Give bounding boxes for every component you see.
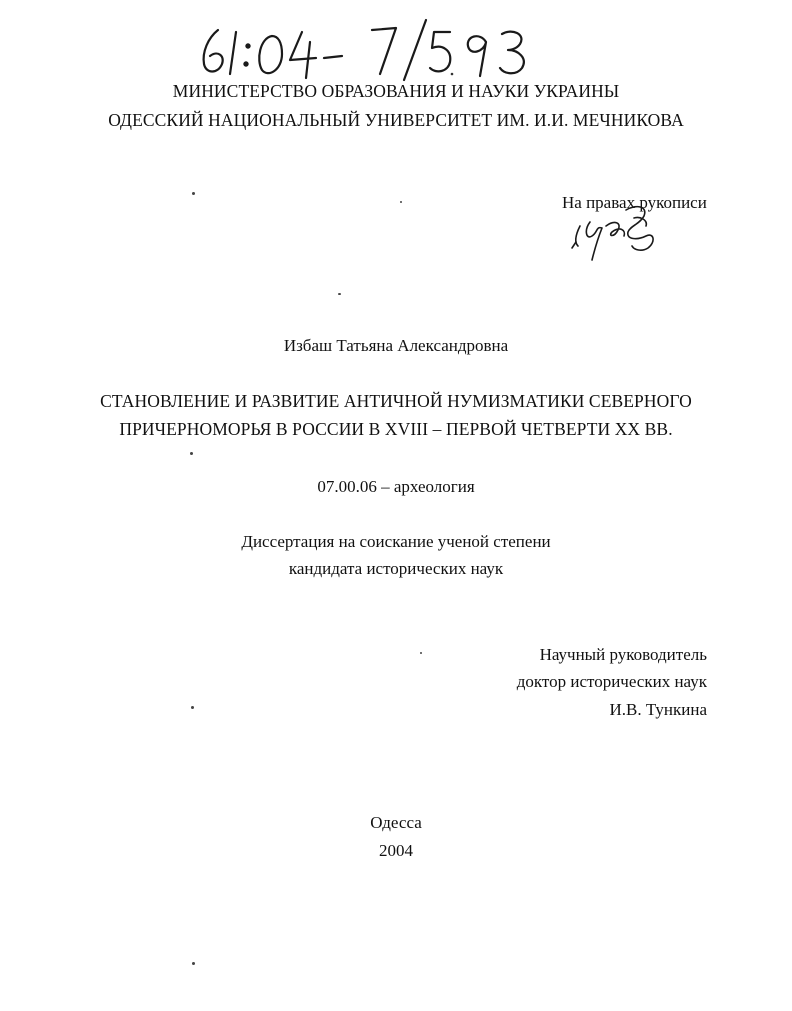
ministry-heading: МИНИСТЕРСТВО ОБРАЗОВАНИЯ И НАУКИ УКРАИНЫ — [172, 81, 620, 101]
degree-line-2: кандидата исторических наук — [288, 559, 504, 578]
university-heading: ОДЕССКИЙ НАЦИОНАЛЬНЫЙ УНИВЕРСИТЕТ ИМ. И.И. МЕЧНИКОВА — [108, 110, 684, 130]
scan-speck — [191, 706, 194, 709]
scan-speck — [192, 192, 195, 195]
supervisor-degree: доктор исторических наук — [516, 672, 707, 691]
handwritten-archive-number — [190, 12, 540, 84]
signature — [568, 196, 660, 268]
title-line-1: СТАНОВЛЕНИЕ И РАЗВИТИЕ АНТИЧНОЙ НУМИЗМАТИКИ СЕВЕРНОГО — [100, 391, 692, 411]
city: Одесса — [370, 813, 422, 832]
scan-speck — [400, 201, 402, 203]
title-line-2: ПРИЧЕРНОМОРЬЯ В РОССИИ В XVIII – ПЕРВОЙ ЧЕТВЕРТИ XX ВВ. — [119, 419, 673, 439]
specialty-code: 07.00.06 – археология — [317, 477, 475, 496]
year: 2004 — [379, 841, 413, 860]
degree-line-1: Диссертация на соискание ученой степени — [241, 532, 551, 551]
author-name: Избаш Татьяна Александровна — [283, 336, 509, 355]
scan-speck — [338, 293, 341, 295]
manuscript-rights-note: На правах рукописи — [562, 193, 707, 212]
supervisor-name: И.В. Тункина — [609, 700, 707, 719]
scan-speck — [420, 652, 422, 654]
supervisor-role: Научный руководитель — [539, 645, 707, 664]
scan-speck — [190, 452, 193, 455]
scan-speck — [192, 962, 195, 965]
